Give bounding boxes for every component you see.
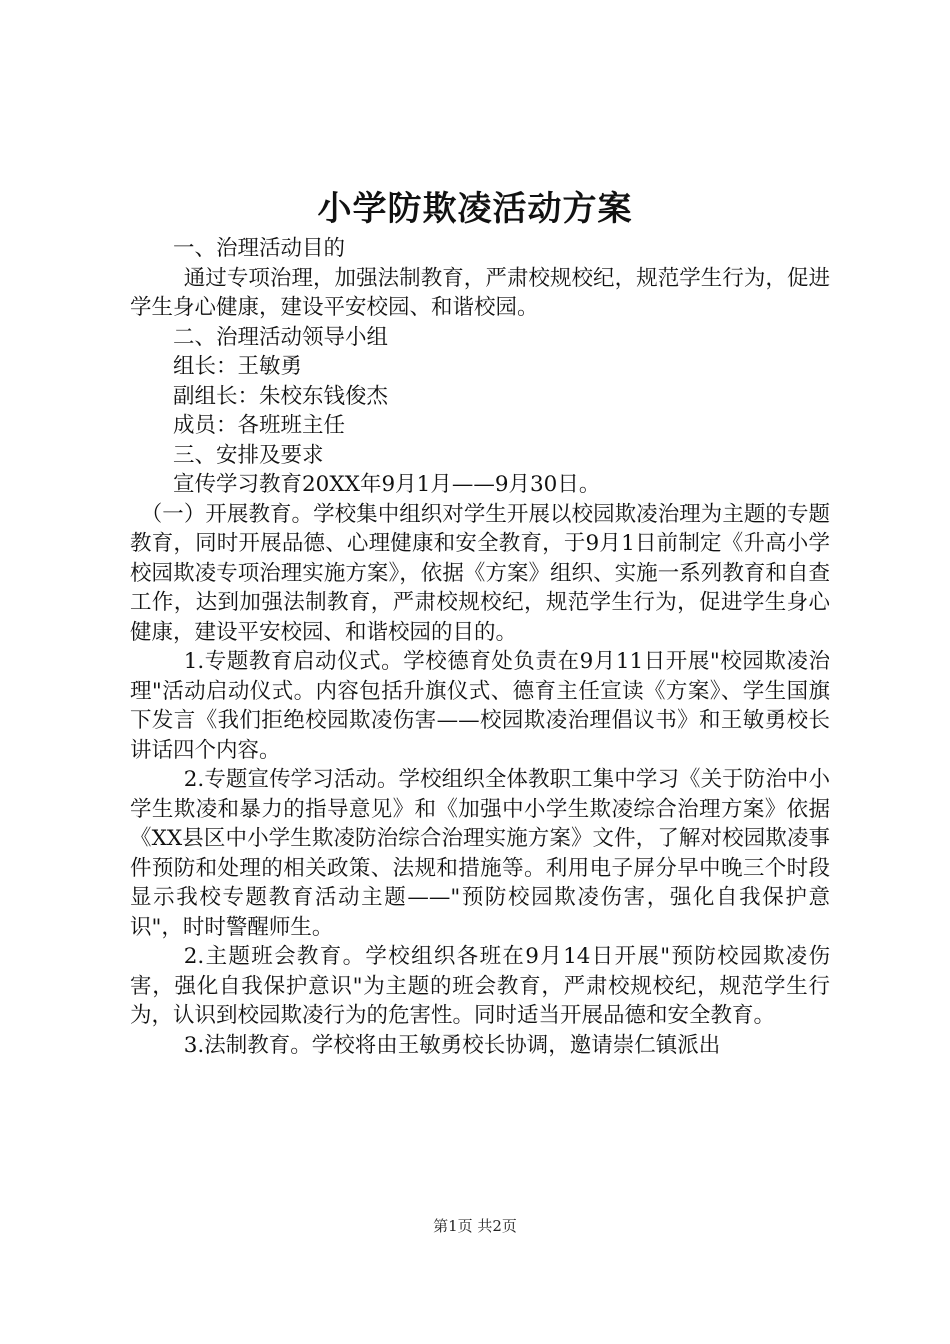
document-title: 小学防欺凌活动方案: [317, 189, 633, 229]
section-heading-2: 二、治理活动领导小组: [173, 324, 389, 350]
leader-line: 组长：王敏勇: [173, 354, 303, 379]
paragraph-class-meeting: 2.主题班会教育。学校组织各班在9月14日开展"预防校园欺凌伤害，强化自我保护意识"为主题的班会教育，严肃校规校纪，规范学生行为，认识到校园欺凌行为的危害性。同时适当开展品德和安全教育。: [130, 944, 830, 1028]
paragraph-launch-ceremony: 1.专题教育启动仪式。学校德育处负责在9月11日开展"校园欺凌治理"活动启动仪式。内容包括升旗仪式、德育主任宣读《方案》、学生国旗下发言《我们拒绝校园欺凌伤害——校园欺凌治理倡议书》和王敏勇校长讲话四个内容。: [130, 649, 830, 763]
paragraph-purpose: 通过专项治理，加强法制教育，严肃校规校纪，规范学生行为，促进学生身心健康，建设平安校园、和谐校园。: [130, 265, 830, 320]
schedule-line: 宣传学习教育20XX年9月1月——9月30日。: [173, 472, 601, 497]
section-heading-1: 一、治理活动目的: [173, 236, 346, 261]
paragraph-legal-education: 3.法制教育。学校将由王敏勇校长协调，邀请崇仁镇派出: [183, 1032, 721, 1058]
members-line: 成员：各班班主任: [173, 413, 346, 438]
deputy-leader-line: 副组长：朱校东钱俊杰: [173, 383, 389, 409]
paragraph-publicity-study: 2.专题宣传学习活动。学校组织全体教职工集中学习《关于防治中小学生欺凌和暴力的指导意见》和《加强中小学生欺凌综合治理方案》依据《XX县区中小学生欺凌防治综合治理实施方案》文件，了解对校园欺凌事件预防和处理的相关政策、法规和措施等。利用电子屏分早中晚三个时段显示我校专题教育活动主题——"预防校园欺凌伤害，强化自我保护意识"，时时警醒师生。: [130, 767, 830, 940]
page-footer: 第1页 共2页: [433, 1217, 517, 1235]
document-body: [130, 234, 830, 1060]
paragraph-education: （一）开展教育。学校集中组织对学生开展以校园欺凌治理为主题的专题教育，同时开展品德、心理健康和安全教育，于9月1日前制定《升高小学校园欺凌专项治理实施方案》，依据《方案》组织、实施一系列教育和自查工作，达到加强法制教育，严肃校规校纪，规范学生行为，促进学生身心健康，建设平安校园、和谐校园的目的。: [130, 501, 830, 645]
section-heading-3: 三、安排及要求: [173, 442, 324, 468]
